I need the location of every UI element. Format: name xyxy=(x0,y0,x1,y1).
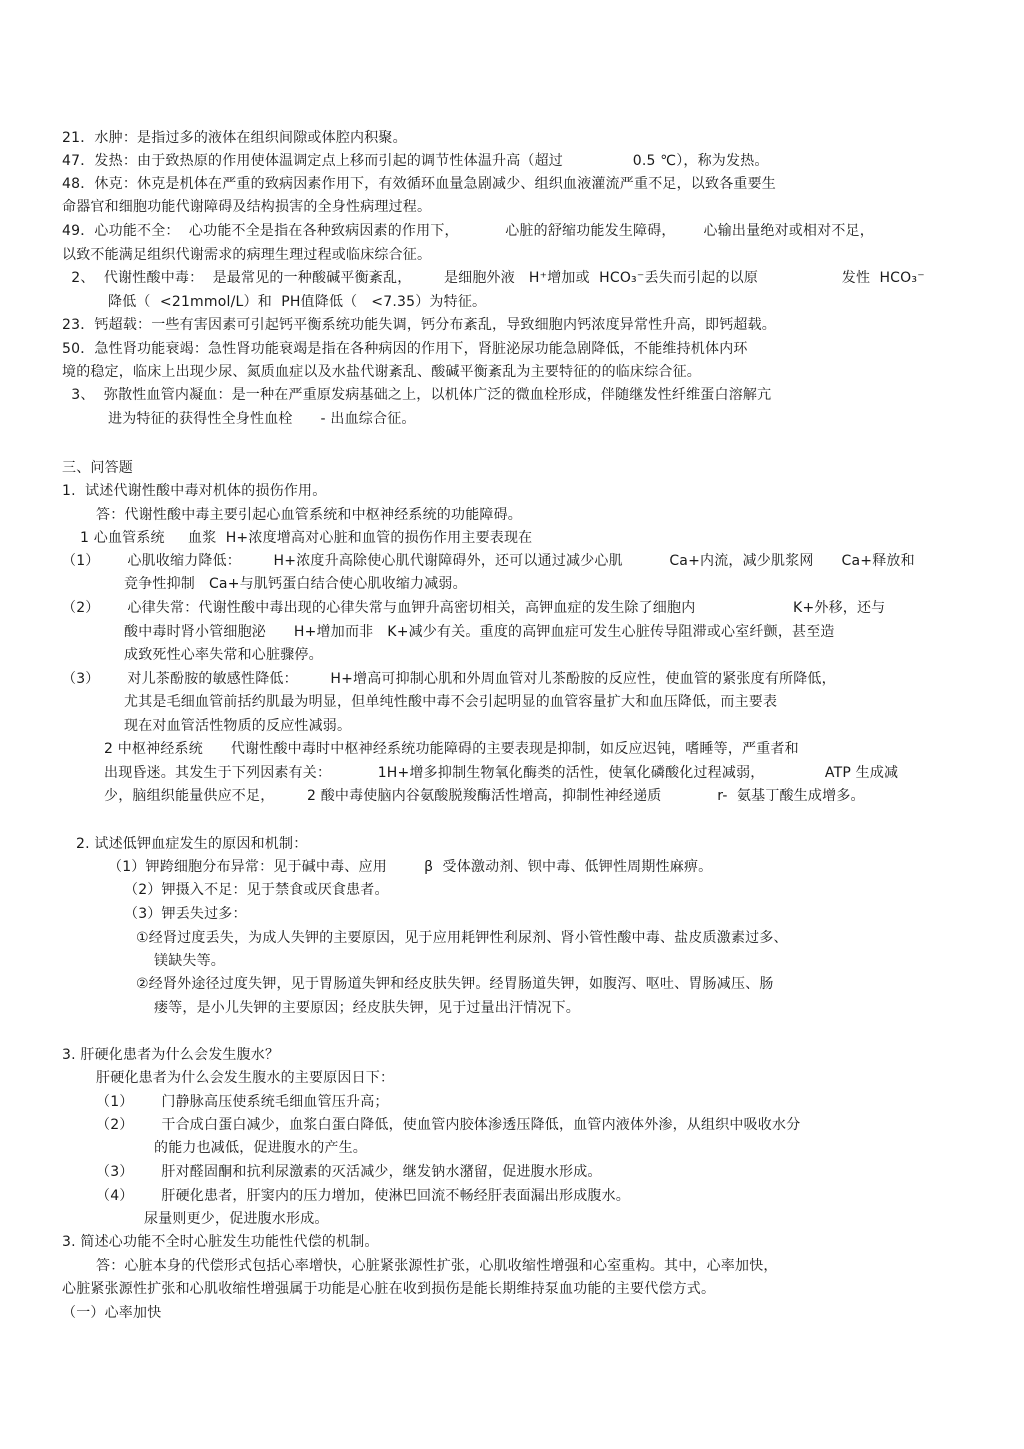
definition-acute-renal-failure-cont: 境的稳定，临床上出现少尿、氮质血症以及水盐代谢紊乱、酸碱平衡紊乱为主要特征的的临床综合征。 xyxy=(62,364,701,380)
definition-metabolic-acidosis-cont: 降低（ <21mmol/L）和 PH值降低（ <7.35）为特征。 xyxy=(108,294,487,310)
definition-edema: 21．水肿：是指过多的液体在组织间隙或体腔内积聚。 xyxy=(62,130,407,146)
q2-item-3a-cont: 镁缺失等。 xyxy=(154,953,225,969)
q2-item-2: （2）钾摄入不足：见于禁食或厌食患者。 xyxy=(124,882,389,898)
q2-item-3a: ①经肾过度丢失，为成人失钾的主要原因，见于应用耗钾性利尿剂、肾小管性酸中毒、盐皮质激素过多、 xyxy=(136,930,788,946)
q2-item-3b: ②经肾外途径过度失钾，见于胃肠道失钾和经皮肤失钾。经胃肠道失钾，如腹泻、呕吐、胃肠减压、肠 xyxy=(136,976,774,992)
q3-item-4-cont: 尿量则更少，促进腹水形成。 xyxy=(144,1211,329,1227)
q2-item-1: （1）钾跨细胞分布异常：见于碱中毒、应用 β 受体激动剂、钡中毒、低钾性周期性麻痹。 xyxy=(108,859,713,875)
q1-title: 1. 试述代谢性酸中毒对机体的损伤作用。 xyxy=(62,483,327,499)
definition-dic-cont: 进为特征的获得性全身性血栓 - 出血综合征。 xyxy=(108,411,416,427)
definition-heart-failure-cont: 以致不能满足组织代谢需求的病理生理过程或临床综合征。 xyxy=(62,247,432,263)
q1-cns: 2 中枢神经系统 代谢性酸中毒时中枢神经系统功能障碍的主要表现是抑制，如反应迟钝，嗜睡等，严重者和 xyxy=(104,741,799,757)
q3-item-3: （3） 肝对醛固酮和抗利尿激素的灭活减少，继发钠水潴留，促进腹水形成。 xyxy=(96,1164,602,1180)
q3-title: 3. 肝硬化患者为什么会发生腹水？ xyxy=(62,1047,280,1063)
q4-answer: 答：心脏本身的代偿形式包括心率增快，心脏紧张源性扩张，心肌收缩性增强和心室重构。其中，心率加快， xyxy=(96,1258,778,1274)
definition-acute-renal-failure: 50．急性肾功能衰竭：急性肾功能衰竭是指在各种病因的作用下，肾脏泌尿功能急剧降低，不能维持机体内环 xyxy=(62,341,748,357)
q1-item-3-cont: 尤其是毛细血管前括约肌最为明显，但单纯性酸中毒不会引起明显的血管容量扩大和血压降低，而主要表 xyxy=(124,694,778,710)
q1-cns-cont2: 少，脑组织能量供应不足， 2 酸中毒使脑内谷氨酸脱羧酶活性增高，抑制性神经递质 r- 氨基丁酸生成增多。 xyxy=(104,788,865,804)
definition-heart-failure: 49．心功能不全： 心功能不全是指在各种致病因素的作用下， 心脏的舒缩功能发生障碍， 心输出量绝对或相对不足， xyxy=(62,223,874,239)
q2-item-3b-cont: 瘘等，是小儿失钾的主要原因；经皮肤失钾，见于过量出汗情况下。 xyxy=(154,1000,580,1016)
q2-title: 2. 试述低钾血症发生的原因和机制： xyxy=(76,836,308,852)
definition-dic: 3、 弥散性血管内凝血：是一种在严重原发病基础之上，以机体广泛的微血栓形成，伴随继发性纤维蛋白溶解亢 xyxy=(62,387,772,403)
q1-item-1-cont: 竞争性抑制 Ca+与肌钙蛋白结合使心肌收缩力减弱。 xyxy=(124,576,467,592)
q4-title: 3. 简述心功能不全时心脏发生功能性代偿的机制。 xyxy=(62,1234,379,1250)
q1-answer: 答：代谢性酸中毒主要引起心血管系统和中枢神经系统的功能障碍。 xyxy=(96,507,522,523)
q3-item-4: （4） 肝硬化患者，肝窦内的压力增加，使淋巴回流不畅经肝表面漏出形成腹水。 xyxy=(96,1188,631,1204)
q1-item-3: （3） 对儿茶酚胺的敏感性降低： H+增高可抑制心肌和外周血管对儿茶酚胺的反应性，使血管的紧张度有所降低， xyxy=(62,671,836,687)
q3-item-2-cont: 的能力也减低，促进腹水的产生。 xyxy=(154,1140,367,1156)
q1-item-2: （2） 心律失常：代谢性酸中毒出现的心律失常与血钾升高密切相关，高钾血症的发生除了细胞内 K+外移，还与 xyxy=(62,600,886,616)
q1-item-3-cont2: 现在对血管活性物质的反应性减弱。 xyxy=(124,718,352,734)
q1-item-2-cont: 酸中毒时肾小管细胞泌 H+增加而非 K+减少有关。重度的高钾血症可发生心脏传导阻滞或心室纤颤，甚至造 xyxy=(124,624,835,640)
definition-shock: 48．休克：休克是机体在严重的致病因素作用下，有效循环血量急剧减少、组织血液灌流严重不足，以致各重要生 xyxy=(62,176,777,192)
q3-item-2: （2） 干合成白蛋白减少，血浆白蛋白降低，使血管内胶体渗透压降低，血管内液体外渗，从组织中吸收水分 xyxy=(96,1117,801,1133)
definition-shock-cont: 命器官和细胞功能代谢障碍及结构损害的全身性病理过程。 xyxy=(62,199,432,215)
section-heading: 三、问答题 xyxy=(62,460,133,476)
q2-item-3: （3）钾丢失过多： xyxy=(124,906,247,922)
q3-item-1: （1） 门静脉高压使系统毛细血管压升高； xyxy=(96,1094,389,1110)
definition-metabolic-acidosis: 2、 代谢性酸中毒： 是最常见的一种酸碱平衡紊乱， 是细胞外液 H⁺增加或 HCO₃⁻丢失而引起的以原 发性 HCO₃⁻ xyxy=(62,270,925,286)
q1-item-2-cont2: 成致死性心率失常和心脏骤停。 xyxy=(124,647,323,663)
definition-fever: 47．发热：由于致热原的作用使体温调定点上移而引起的调节性体温升高（超过 0.5 ℃），称为发热。 xyxy=(62,153,769,169)
definition-calcium-overload: 23．钙超载：一些有害因素可引起钙平衡系统功能失调，钙分布紊乱，导致细胞内钙浓度异常性升高，即钙超载。 xyxy=(62,317,777,333)
q4-answer-cont: 心脏紧张源性扩张和心肌收缩性增强属于功能是心脏在收到损伤是能长期维持泵血功能的主要代偿方式。 xyxy=(62,1281,716,1297)
q3-intro: 肝硬化患者为什么会发生腹水的主要原因日下： xyxy=(96,1070,395,1086)
q1-cardiovascular: 1 心血管系统 血浆 H+浓度增高对心脏和血管的损伤作用主要表现在 xyxy=(80,530,533,546)
q1-cns-cont: 出现昏迷。其发生于下列因素有关： 1H+增多抑制生物氧化酶类的活性，使氧化磷酸化过程减弱， ATP 生成减 xyxy=(104,765,899,781)
q1-item-1: （1） 心肌收缩力降低： H+浓度升高除使心肌代谢障碍外，还可以通过减少心肌 Ca+内流，减少肌浆网 Ca+释放和 xyxy=(62,553,915,569)
q4-subheading: （一）心率加快 xyxy=(62,1305,162,1321)
